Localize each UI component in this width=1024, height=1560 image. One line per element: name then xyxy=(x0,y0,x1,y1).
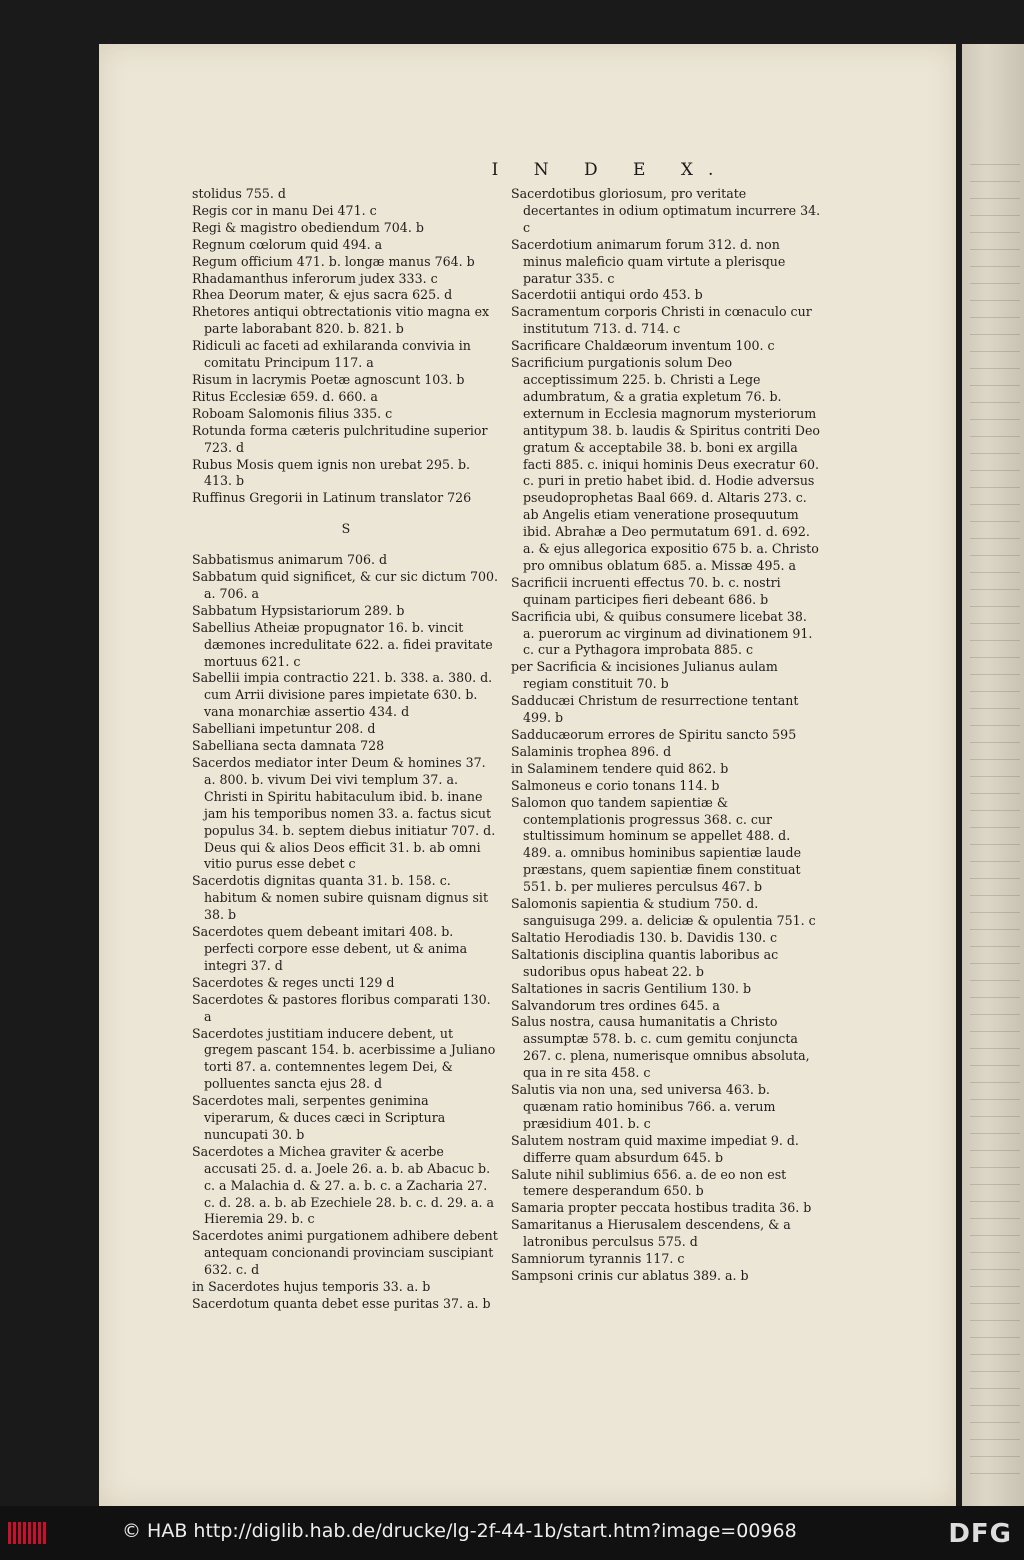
letter-section-heading: S xyxy=(341,521,351,537)
index-entry: Sabbatum quid significet, & cur sic dictum 700. a. 706. a xyxy=(192,569,499,601)
index-entry: Salaminis trophea 896. d xyxy=(511,743,672,759)
index-entry: per Sacrificia & incisiones Julianus aulam regiam constituit 70. b xyxy=(511,659,778,692)
index-entry: Samniorum tyrannis 117. c xyxy=(511,1251,685,1267)
index-entry: in Sacerdotes hujus temporis 33. a. b xyxy=(192,1279,431,1295)
page-heading: I N D E X. xyxy=(491,160,729,180)
index-entry: Sadducæi Christum de resurrectione tentant 499. b xyxy=(511,693,799,726)
index-entry: Rhadamanthus inferorum judex 333. c xyxy=(192,270,438,286)
index-entry: Sabbatismus animarum 706. d xyxy=(192,552,388,568)
index-entry: Salutem nostram quid maxime impediat 9. d. differre quam absurdum 645. b xyxy=(511,1132,799,1165)
index-entry: Rotunda forma cæteris pulchritudine superior 723. d xyxy=(192,422,488,455)
index-entry: Saltationis disciplina quantis laboribus ac sudoribus opus habeat 22. b xyxy=(511,946,779,979)
index-entry: Sacerdotii antiqui ordo 453. b xyxy=(511,287,703,303)
index-entry: Sadducæorum errores de Spiritu sancto 595 xyxy=(511,727,797,742)
index-entry: Sabbatum Hypsistariorum 289. b xyxy=(192,602,405,618)
index-entry: Regum officium 471. b. longæ manus 764. b xyxy=(192,253,475,269)
index-entry: Sabellius Atheiæ propugnator 16. b. vincit dæmones incredulitate 622. a. fidei pravitate mortuus 621. c xyxy=(192,619,493,669)
index-entry: Sampsoni crinis cur ablatus 389. a. b xyxy=(511,1268,749,1283)
index-entry: Ruffinus Gregorii in Latinum translator 726 xyxy=(192,490,472,506)
adjacent-page-edge xyxy=(962,44,1024,1506)
index-entry: Salmoneus e corio tonans 114. b xyxy=(511,777,720,793)
index-entry: Sacerdotes animi purgationem adhibere debent antequam concionandi provinciam suscipiant 632. c. d xyxy=(192,1228,498,1278)
index-entry: Sabelliani impetuntur 208. d xyxy=(192,721,376,737)
index-entry: Ridiculi ac faceti ad exhilaranda convivia in comitatu Principum 117. a xyxy=(192,338,471,371)
index-entry: Sacrificium purgationis solum Deo acceptissimum 225. b. Christi a Lege adumbratum, & a gratia expletum 76. b. externum in Ecclesia magnorum mysteriorum antitypum 38. b. laudis & Spiritus contriti Deo gratum & acceptabile 38. b. boni ex argilla facti 885. c. iniqui hominis Deus execratur 60. c. puri in pretio habet ibid. d. Hodie adversus pseudoprophetas Baal 669. d. Altaris 273. c. ab Angelis etiam veneratione prosequutum ibid. Abrahæ a Deo permutatum 691. d. 692. a. & ejus allegorica expositio 675 b. a. Christo pro omnibus oblatum 685. a. Missæ 495. a xyxy=(511,355,820,573)
index-entry: in Salaminem tendere quid 862. b xyxy=(511,760,729,776)
index-entry: Rhea Deorum mater, & ejus sacra 625. d xyxy=(192,287,453,303)
dfg-logo: DFG xyxy=(948,1519,1012,1549)
index-entry: Salomonis sapientia & studium 750. d. sanguisuga 299. a. deliciæ & opulentia 751. c xyxy=(511,896,816,928)
footer-bar xyxy=(0,1506,1024,1560)
index-entry: Rhetores antiqui obtrectationis vitio magna ex parte laborabant 820. b. 821. b xyxy=(192,304,490,337)
index-column-right xyxy=(511,186,822,1285)
index-entry: Sacerdotes & reges uncti 129 d xyxy=(192,974,395,990)
footer-copyright-url[interactable]: © HAB http://diglib.hab.de/drucke/lg-2f-44-1b/start.htm?image=00968 xyxy=(122,1520,797,1542)
index-entry: Salutis via non una, sed universa 463. b. quænam ratio hominibus 766. a. verum præsidium 401. b. c xyxy=(511,1082,776,1131)
index-entry: Sacerdotes a Michea graviter & acerbe accusati 25. d. a. Joele 26. a. b. ab Abacuc b. c. a Malachia d. & 27. a. b. c. a Zacharia 27. c. d. 28. a. b. ab Ezechiele 28. b. c. d. 29. a. a Hieremia 29. b. c xyxy=(192,1143,495,1227)
index-entry: Sacrificia ubi, & quibus consumere licebat 38. a. puerorum ac virginum ad divinationem 91. c. cur a Pythagora improbata 885. c xyxy=(511,608,813,658)
index-entry: Sabellii impia contractio 221. b. 338. a. 380. d. cum Arrii divisione pares impietate 630. b. vana monarchiæ assertio 434. d xyxy=(192,670,493,720)
index-entry: Sacerdotibus gloriosum, pro veritate decertantes in odium optimatum incurrere 34. c xyxy=(511,186,821,235)
index-entry: Sacrificare Chaldæorum inventum 100. c xyxy=(511,338,775,354)
index-entry: Saltationes in sacris Gentilium 130. b xyxy=(511,980,752,996)
index-entry: Sacramentum corporis Christi in cœnaculo cur institutum 713. d. 714. c xyxy=(511,304,812,337)
index-entry: Samaritanus a Hierusalem descendens, & a latronibus perculsus 575. d xyxy=(511,1217,791,1250)
index-entry: Regnum cœlorum quid 494. a xyxy=(192,236,383,252)
index-entry: Sacerdotes quem debeant imitari 408. b. perfecti corpore esse debent, ut & anima integri 37. d xyxy=(192,924,468,973)
index-entry: Sacerdotes mali, serpentes genimina viperarum, & duces cæci in Scriptura nuncupati 30. b xyxy=(192,1093,446,1142)
index-entry: Regis cor in manu Dei 471. c xyxy=(192,202,377,218)
index-entry: Risum in lacrymis Poetæ agnoscunt 103. b xyxy=(192,371,465,387)
index-entry: Rubus Mosis quem ignis non urebat 295. b. 413. b xyxy=(192,456,471,489)
index-entry: stolidus 755. d xyxy=(192,186,286,201)
index-entry: Sacerdotes & pastores floribus comparati 130. a xyxy=(192,991,491,1024)
index-entry: Sacerdotes justitiam inducere debent, ut gregem pascant 154. b. acerbissime a Juliano torti 87. a. contemnentes legem Dei, & polluentes sancta ejus 28. d xyxy=(192,1025,496,1092)
index-entry: Sacerdos mediator inter Deum & homines 37. a. 800. b. vivum Dei vivi templum 37. a. Christi in Spiritu habitaculum ibid. b. inane jam his temporibus nomen 33. a. factus sicut populus 34. b. septem diebus initiatur 707. d. Deus qui & alios Deos efficit 31. b. ab omni vitio purus esse debet c xyxy=(192,755,496,872)
index-entry: Samaria propter peccata hostibus tradita 36. b xyxy=(511,1200,812,1216)
index-entry: Salvandorum tres ordines 645. a xyxy=(511,997,720,1013)
index-entry: Roboam Salomonis filius 335. c xyxy=(192,405,393,421)
index-entry: Salomon quo tandem sapientiæ & contemplationis progressus 368. c. cur stultissimum hominum se appellet 488. d. 489. a. omnibus hominibus sapientiæ laude præstans, quem sapientiæ finem constituat 551. b. per mulieres perculsus 467. b xyxy=(511,794,802,895)
index-entry: Sabelliana secta damnata 728 xyxy=(192,738,385,754)
index-entry: Sacerdotium animarum forum 312. d. non minus maleficio quam virtute a plerisque paratur 335. c xyxy=(511,236,786,286)
index-entry: Sacrificii incruenti effectus 70. b. c. nostri quinam participes fieri debeant 686. b xyxy=(511,574,781,607)
index-entry: Ritus Ecclesiæ 659. d. 660. a xyxy=(192,388,378,404)
index-entry: Sacerdotum quanta debet esse puritas 37. a. b xyxy=(192,1296,491,1311)
index-entry: Salute nihil sublimius 656. a. de eo non est temere desperandum 650. b xyxy=(511,1166,787,1199)
index-entry: Regi & magistro obediendum 704. b xyxy=(192,219,424,235)
index-entry: Sacerdotis dignitas quanta 31. b. 158. c. habitum & nomen subire quisnam dignus sit 38. b xyxy=(192,873,488,923)
hab-logo-icon xyxy=(8,1522,46,1544)
index-entry: Saltatio Herodiadis 130. b. Davidis 130. c xyxy=(511,929,778,945)
index-entry: Salus nostra, causa humanitatis a Christo assumptæ 578. b. c. cum gemitu conjuncta 267. c. plena, numerisque omnibus absoluta, qua in re sita 458. c xyxy=(511,1014,810,1081)
index-column-left xyxy=(192,186,500,1313)
